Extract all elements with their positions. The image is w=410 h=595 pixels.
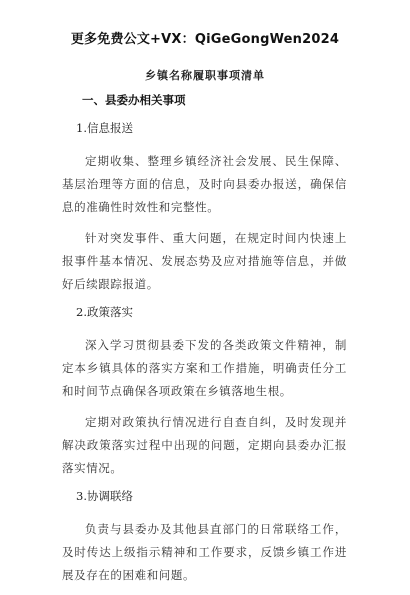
promo-banner: 更多免费公文+VX：QiGeGongWen2024: [70, 32, 340, 47]
paragraph: 深入学习贯彻县委下发的各类政策文件精神，制定本乡镇具体的落实方案和工作措施，明确责任分工和时间节点确保各项政策在乡镇落地生根。: [62, 338, 347, 398]
item-heading-policy-implementation: 2.政策落实: [76, 305, 133, 319]
document-title: 乡镇名称履职事项清单: [145, 69, 265, 82]
item-heading-coordination: 3.协调联络: [76, 489, 133, 503]
item-heading-info-reporting: 1.信息报送: [76, 121, 133, 135]
paragraph: 定期对政策执行情况进行自查自纠，及时发现并解决政策落实过程中出现的问题，定期向县委办汇报落实情况。: [62, 415, 347, 475]
paragraph: 针对突发事件、重大问题，在规定时间内快速上报事件基本情况、发展态势及应对措施等信息，并做好后续跟踪报道。: [62, 231, 347, 291]
section-heading: 一、县委办相关事项: [82, 93, 186, 107]
paragraph: 定期收集、整理乡镇经济社会发展、民生保障、基层治理等方面的信息，及时向县委办报送，确保信息的准确性时效性和完整性。: [62, 154, 347, 214]
document-body: [62, 92, 347, 595]
paragraph: 负责与县委办及其他县直部门的日常联络工作，及时传达上级指示精神和工作要求，反馈乡镇工作进展及存在的困难和问题。: [62, 522, 347, 582]
